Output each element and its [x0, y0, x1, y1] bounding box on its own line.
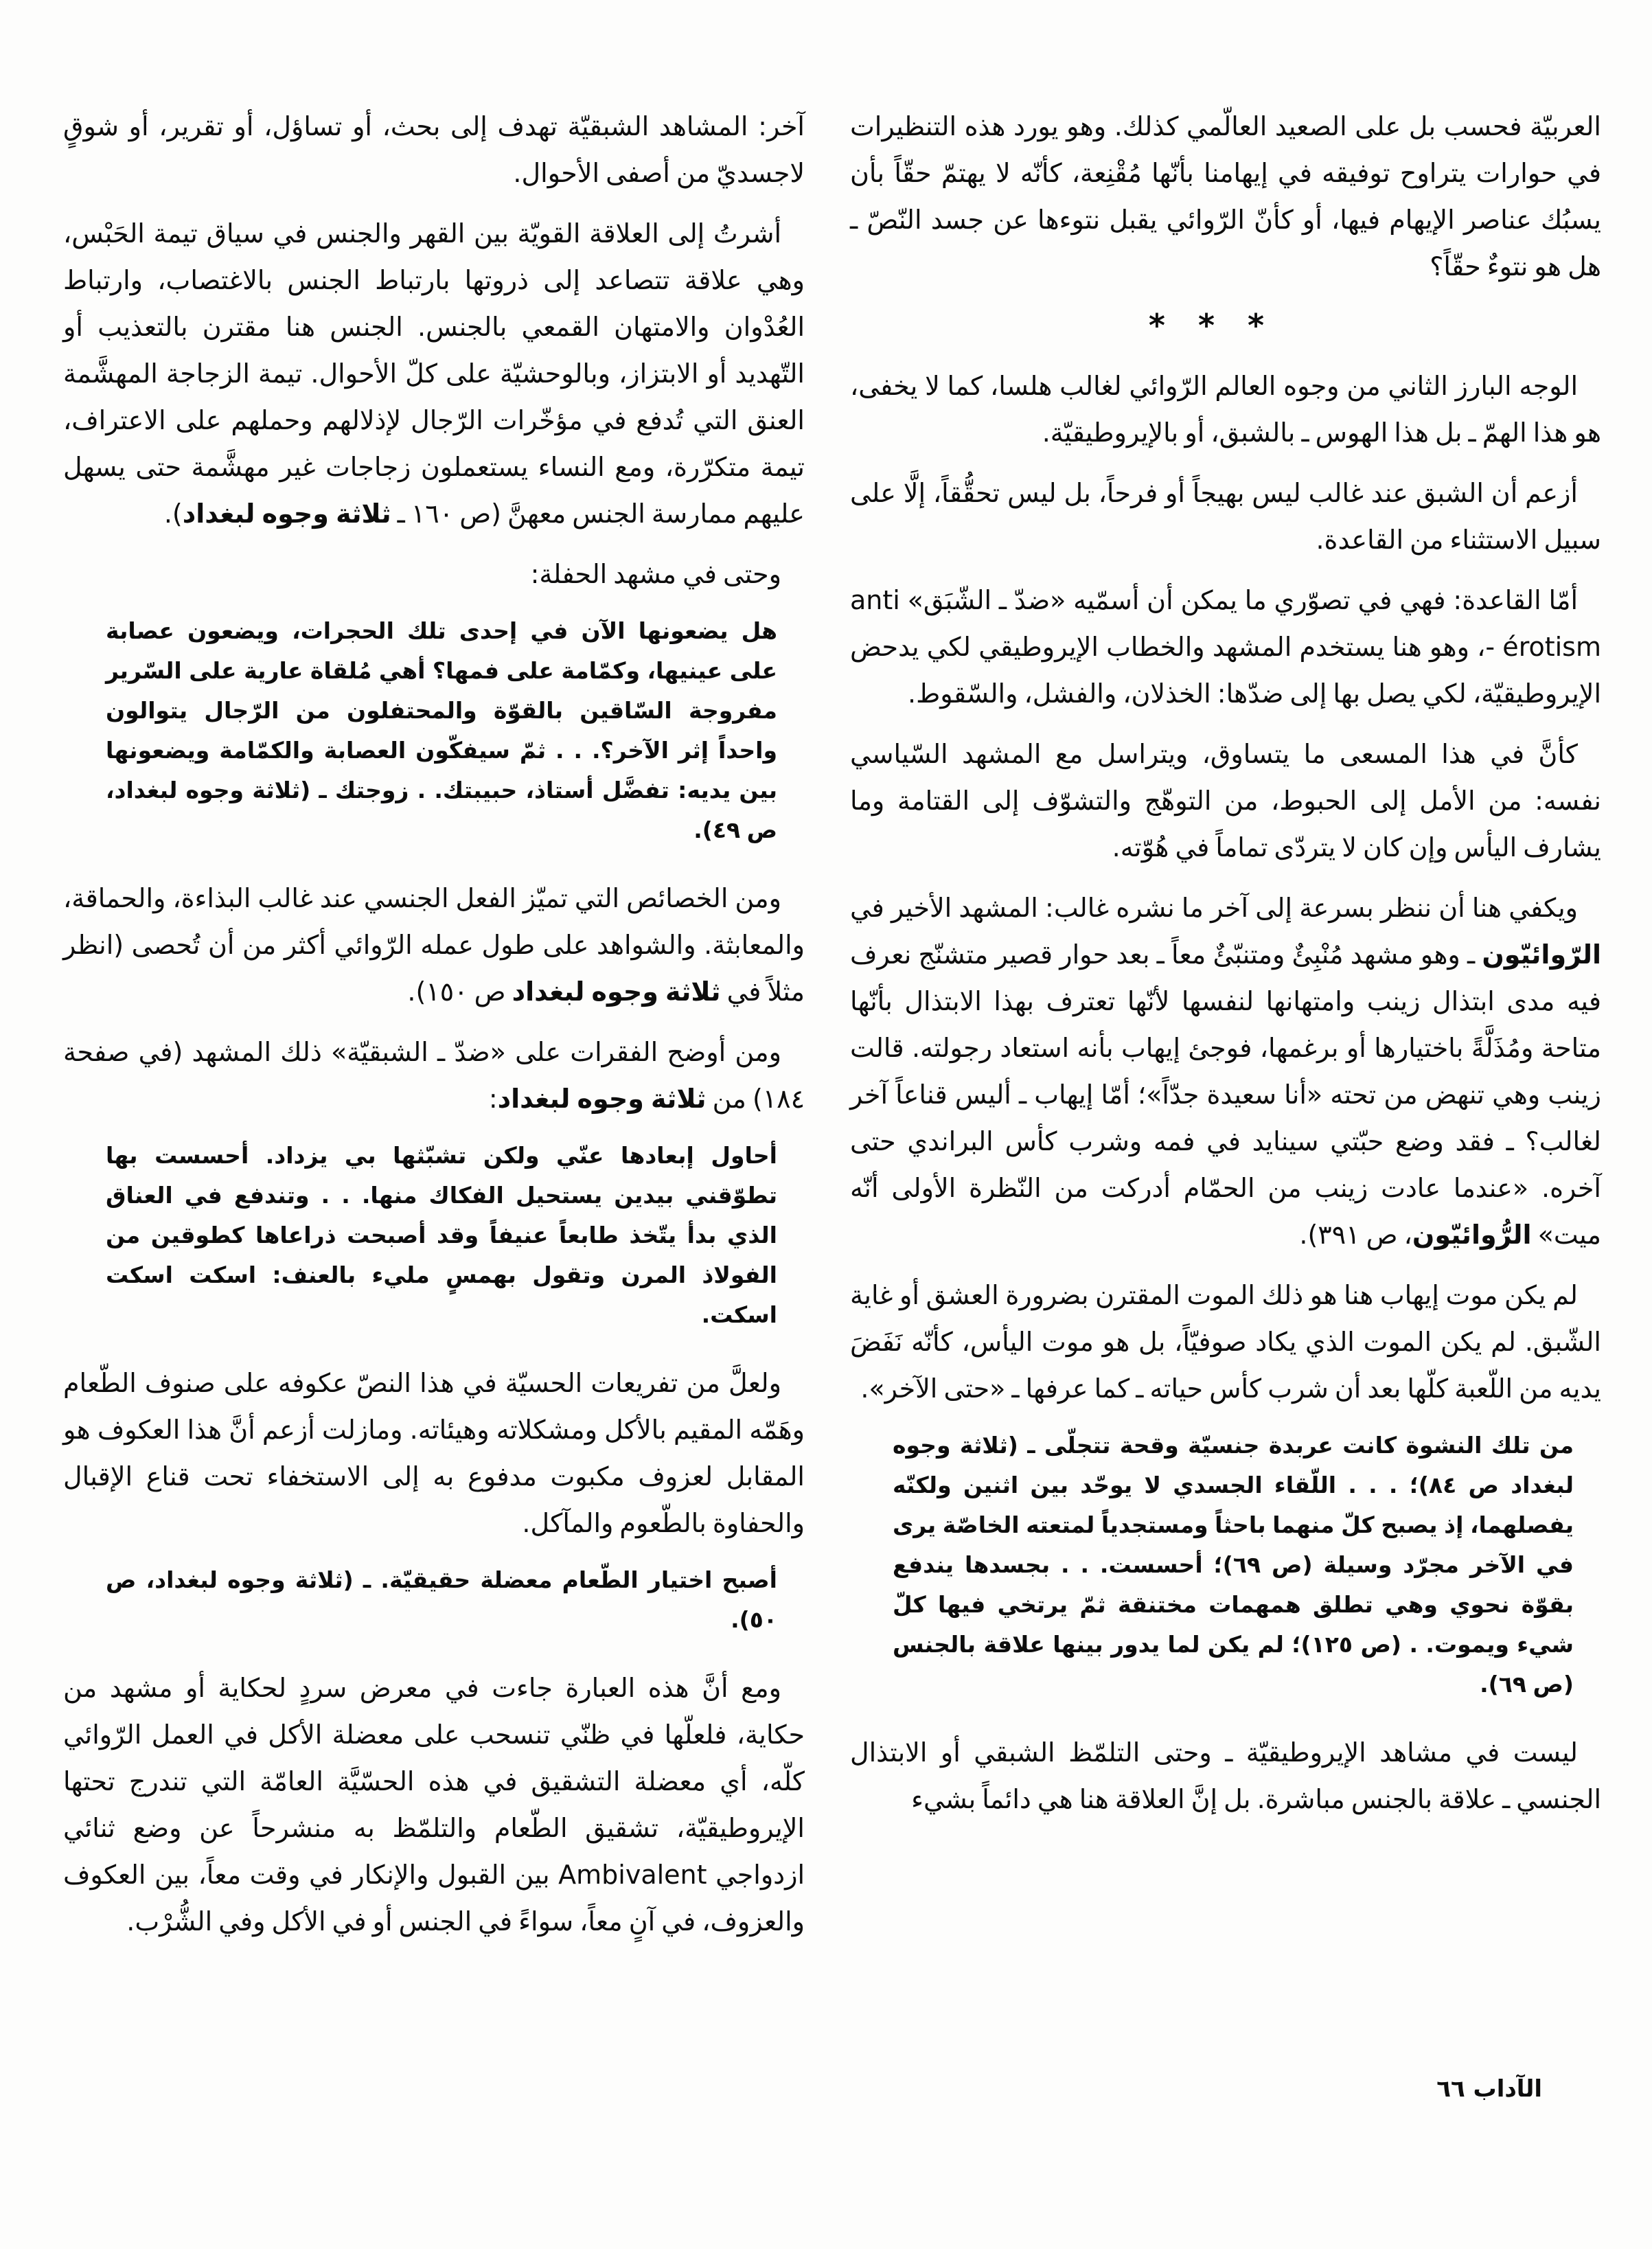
- paragraph: [63, 1029, 805, 1122]
- paragraph: [850, 577, 1601, 717]
- text-run: ليست في مشاهد الإيروطيقيّة ـ وحتى التلمّظ الشبقي أو الابتذال الجنسي ـ علاقة بالجنس مباشرة. بل إنَّ العلاقة هنا هي دائماً بشيء: [850, 1737, 1601, 1814]
- text-run: أشرتُ إلى العلاقة القويّة بين القهر والجنس في سياق تيمة الحَبْس، وهي علاقة تتصاعد إلى ذروتها بارتباط الجنس بالاغتصاب، وارتباط العُدْوان والامتهان القمعي بالجنس. الجنس هنا مقترن بالتعذيب أو التّهديد أو الابتزاز، وبالوحشيّة على كلّ الأحوال. تيمة الزجاجة المهشَّمة العنق التي تُدفع في مؤخّرات الرّجال لإذلالهم وحملهم على الاعتراف، تيمة متكرّرة، ومع النساء يستعملون زجاجات غير مهشَّمة حتى يسهل عليهم ممارسة الجنس معهنَّ (ص ١٦٠ ـ: [63, 218, 805, 529]
- text-run: ويكفي هنا أن ننظر بسرعة إلى آخر ما نشره غالب: المشهد الأخير في: [850, 893, 1578, 923]
- paragraph: [63, 1665, 805, 1945]
- text-run: ومع أنَّ هذه العبارة جاءت في معرض سردٍ لحكاية أو مشهد من حكاية، فلعلّها في ظنّي تنسحب على معضلة الأكل في العمل الرّوائي كلّه، أي معضلة التشقيق في هذه الحسّيَّة العامّة التي تندرج تحتها الإيروطيقيّة، تشقيق الطّعام والتلمّظ به منشرحاً عن وضع ثنائي ازدواجي Ambivalent بين القبول والإنكار في وقت معاً، بين العكوف والعزوف، في آنٍ معاً، سواءً في الجنس أو في الأكل وفي الشُّرْب.: [63, 1673, 805, 1937]
- text-run: الوجه البارز الثاني من وجوه العالم الرّوائي لغالب هلسا، كما لا يخفى، هو هذا الهمّ ـ بل هذا الهوس ـ بالشبق، أو بالإيروطيقيّة.: [850, 371, 1601, 448]
- book-title-bold: الرُّوائيّون: [1412, 1220, 1532, 1250]
- excerpt-paragraph: [106, 1560, 777, 1640]
- paragraph: [63, 210, 805, 537]
- left-column: [63, 103, 805, 1959]
- book-title-bold: الرّوائيّون: [1482, 939, 1601, 970]
- paragraph: [63, 103, 805, 196]
- paragraph: [850, 731, 1601, 871]
- book-title-bold: ثلاثة وجوه لبغداد: [497, 1084, 707, 1114]
- text-run: أصبح اختيار الطّعام معضلة حقيقيّة. ـ (ثلاثة وجوه لبغداد، ص ٥٠).: [106, 1566, 777, 1633]
- paragraph: [850, 884, 1601, 1258]
- book-title-bold: ثلاثة وجوه لبغداد: [512, 977, 721, 1007]
- text-run: ص ١٥٠).: [407, 977, 512, 1007]
- paragraph: [63, 551, 805, 597]
- text-run: * * *: [1148, 307, 1276, 344]
- excerpt-paragraph: [106, 611, 777, 850]
- text-run: كأنَّ في هذا المسعى ما يتساوق، ويتراسل مع المشهد السّياسي نفسه: من الأمل إلى الحبوط، من التوهّج والتشوّف إلى القتامة وما يشارف اليأس وإن كان لا يتردّى تماماً في هُوّته.: [850, 739, 1601, 863]
- text-run: ـ وهو مشهد مُنْبِئٌ ومتنبّئٌ معاً ـ بعد حوار قصير متشنّج نعرف فيه مدى ابتذال زينب وامتهانها لنفسها لأنّها تعترف بهذا الابتذال بأنّها متاحة ومُذَلَّةً باختيارها أو برغمها، فوجئ إيهاب بأنه استعاد رجولته. قالت زينب وهي تنهض من تحته «أنا سعيدة جدّاً»؛ أمّا إيهاب ـ أليس قناعاً آخر لغالب؟ ـ فقد وضع حبّتي سينايد في فمه وشرب كأس البراندي حتى آخره. «عندما عادت زينب من الحمّام أدركت من النّظرة الأولى أنّه ميت»: [850, 939, 1601, 1250]
- paragraph: [850, 103, 1601, 290]
- text-run: آخر: المشاهد الشبقيّة تهدف إلى بحث، أو تساؤل، أو تقرير، أو شوقٍ لاجسديّ من أصفى الأحوال.: [63, 111, 805, 188]
- text-run: ، ص ٣٩١).: [1299, 1220, 1412, 1250]
- text-run: العربيّة فحسب بل على الصعيد العالّمي كذلك. وهو يورد هذه التنظيرات في حوارات يتراوح توفيقه في إيهامنا بأنّها مُقْنِعة، كأنّه لا يهتمّ حقّاً بأن يسبُك عناصر الإيهام فيها، أو كأنّ الرّوائي يقبل نتوءها عن جسد النّصّ ـ هل هو نتوءٌ حقّاً؟: [850, 111, 1601, 282]
- text-run: وحتى في مشهد الحفلة:: [530, 559, 781, 589]
- book-title-bold: ثلاثة وجوه لبغداد: [182, 499, 391, 529]
- text-run: أمّا القاعدة: فهي في تصوّري ما يمكن أن أسمّيه «ضدّ ـ الشّبَق» anti - érotism، وهو هنا يستخدم المشهد والخطاب الإيروطيقي لكي يدحض الإيروطيقيّة، لكي يصل بها إلى ضدّها: الخذلان، والفشل، والسّقوط.: [850, 585, 1601, 709]
- text-run: ومن الخصائص التي تميّز الفعل الجنسي عند غالب البذاءة، والحماقة، والمعابثة. والشواهد على طول عمله الرّوائي أكثر من أن تُحصى (انظر مثلاً في: [63, 883, 805, 1007]
- text-run: ولعلَّ من تفريعات الحسيّة في هذا النصّ عكوفه على صنوف الطّعام وهَمّه المقيم بالأكل ومشكلاته وهيئاته. ومازلت أزعم أنَّ هذا العكوف هو المقابل لعزوف مكبوت مدفوع به إلى الاستخفاء تحت قناع الإقبال والحفاوة بالطّعوم والمآكل.: [63, 1368, 805, 1538]
- paragraph: [850, 363, 1601, 456]
- paragraph: [850, 1272, 1601, 1412]
- right-column: [850, 103, 1601, 1836]
- section-separator: [850, 304, 1574, 347]
- paragraph: [850, 1729, 1601, 1823]
- text-run: هل يضعونها الآن في إحدى تلك الحجرات، ويضعون عصابة على عينيها، وكمّامة على فمها؟ أهي مُلقاة عارية على السّرير مفروجة السّاقين بالقوّة والمحتفلون من الرّجال يتوالون واحداً إثر الآخر؟. . . ثمّ سيفكّون العصابة والكمّامة ويضعونها بين يديه: تفضَّل أستاذ، حبيبتك. . زوجتك ـ (ثلاثة وجوه لبغداد، ص ٤٩).: [106, 617, 777, 843]
- text-run: :: [488, 1084, 498, 1114]
- text-run: ).: [163, 499, 183, 529]
- page-footer: الآداب ٦٦: [1436, 2075, 1542, 2103]
- text-run: أزعم أن الشبق عند غالب ليس بهيجاً أو فرحاً، بل ليس تحقُّقاً، إلَّا على سبيل الاستثناء من القاعدة.: [850, 478, 1601, 555]
- text-run: من تلك النشوة كانت عربدة جنسيّة وقحة تتجلّى ـ (ثلاثة وجوه لبغداد ص ٨٤)؛ . . . اللّقاء الجسدي لا يوحّد بين اثنين ولكنّه يفصلهما، إذ يصبح كلّ منهما باحثاً ومستجدياً لمتعته الخاصّة يرى في الآخر مجرّد وسيلة (ص ٦٩)؛ أحسست. . . بجسدها يندفع بقوّة نحوي وهي تطلق همهمات مختنقة ثمّ يرتخي فيها كلّ شيء ويموت. . (ص ١٢٥)؛ لم يكن لما يدور بينها علاقة بالجنس (ص ٦٩).: [893, 1432, 1574, 1698]
- excerpt-paragraph: [106, 1136, 777, 1335]
- text-run: ومن أوضح الفقرات على «ضدّ ـ الشبقيّة» ذلك المشهد (في صفحة ١٨٤) من: [63, 1037, 805, 1114]
- text-run: لم يكن موت إيهاب هنا هو ذلك الموت المقترن بضرورة العشق أو غاية الشّبق. لم يكن الموت الذي يكاد صوفيّاً، بل هو موت اليأس، كأنّه نَفَضَ يديه من اللّعبة كلّها بعد أن شرب كأس حياته ـ كما عرفها ـ «حتى الآخر».: [850, 1280, 1601, 1404]
- paragraph: [850, 470, 1601, 563]
- paragraph: [63, 875, 805, 1015]
- excerpt-paragraph: [893, 1426, 1574, 1704]
- paragraph: [63, 1360, 805, 1546]
- text-run: أحاول إبعادها عنّي ولكن تشبّثها بي يزداد. أحسست بها تطوّقني بيدين يستحيل الفكاك منها. . . وتندفع في العناق الذي بدأ يتّخذ طابعاً عنيفاً وقد أصبحت ذراعاها كطوقين من الفولاذ المرن وتقول بهمسٍ مليء بالعنف: اسكت اسكت اسكت.: [106, 1142, 777, 1328]
